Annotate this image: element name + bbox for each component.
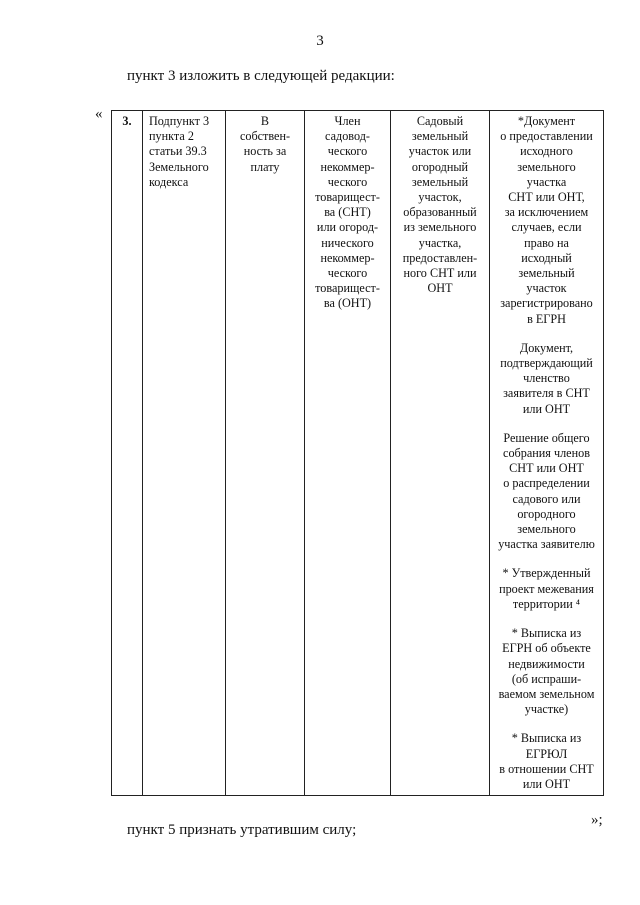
row-number: 3. [122, 114, 132, 128]
land-plot-text: Садовый земельный участок или огородный земельный участок, образованный из земельного участка, предоставлен- ного СНТ или ОНТ [402, 114, 478, 296]
legal-basis-cell [143, 111, 226, 796]
row-number-cell [112, 111, 143, 796]
land-plot-cell [391, 111, 490, 796]
table-row [112, 111, 604, 796]
document-item-2: Документ, подтверждающий членство заявителя в СНТ или ОНТ [500, 340, 593, 416]
opening-quote: « [95, 106, 103, 122]
closing-quote: »; [591, 812, 603, 828]
document-item-4: * Утвержденный проект межевания территории ⁴ [499, 566, 594, 611]
document-item-5: * Выписка из ЕГРН об объекте недвижимости (об испраши- ваемом земельном участке) [498, 626, 595, 717]
closing-paragraph: пункт 5 признать утратившим силу; [127, 822, 357, 838]
page-number: 3 [316, 33, 324, 49]
intro-paragraph: пункт 3 изложить в следующей редакции: [127, 68, 395, 84]
land-provision-table [111, 110, 604, 796]
document-item-6: * Выписка из ЕГРЮЛ в отношении СНТ или ОНТ [499, 731, 594, 791]
provision-form-text: В собствен- ность за плату [239, 114, 291, 174]
document-item-1: *Документ о предоставлении исходного земельного участка СНТ или ОНТ, за исключением случаев, если право на исходный земельный участок зарегистрировано в ЕГРН [500, 114, 593, 326]
required-documents-cell [490, 111, 604, 796]
applicant-cell [305, 111, 391, 796]
legal-basis-text: Подпункт 3 пункта 2 статьи 39.3 Земельного кодекса [149, 114, 210, 189]
applicant-text: Член садовод- ческого некоммер- ческого товарищест- ва (СНТ) или огород- нического некоммер- ческого товарищест- ва (ОНТ) [315, 114, 380, 311]
document-item-3: Решение общего собрания членов СНТ или ОНТ о распределении садового или огородного земельного участка заявителю [498, 430, 595, 552]
provision-form-cell [226, 111, 305, 796]
